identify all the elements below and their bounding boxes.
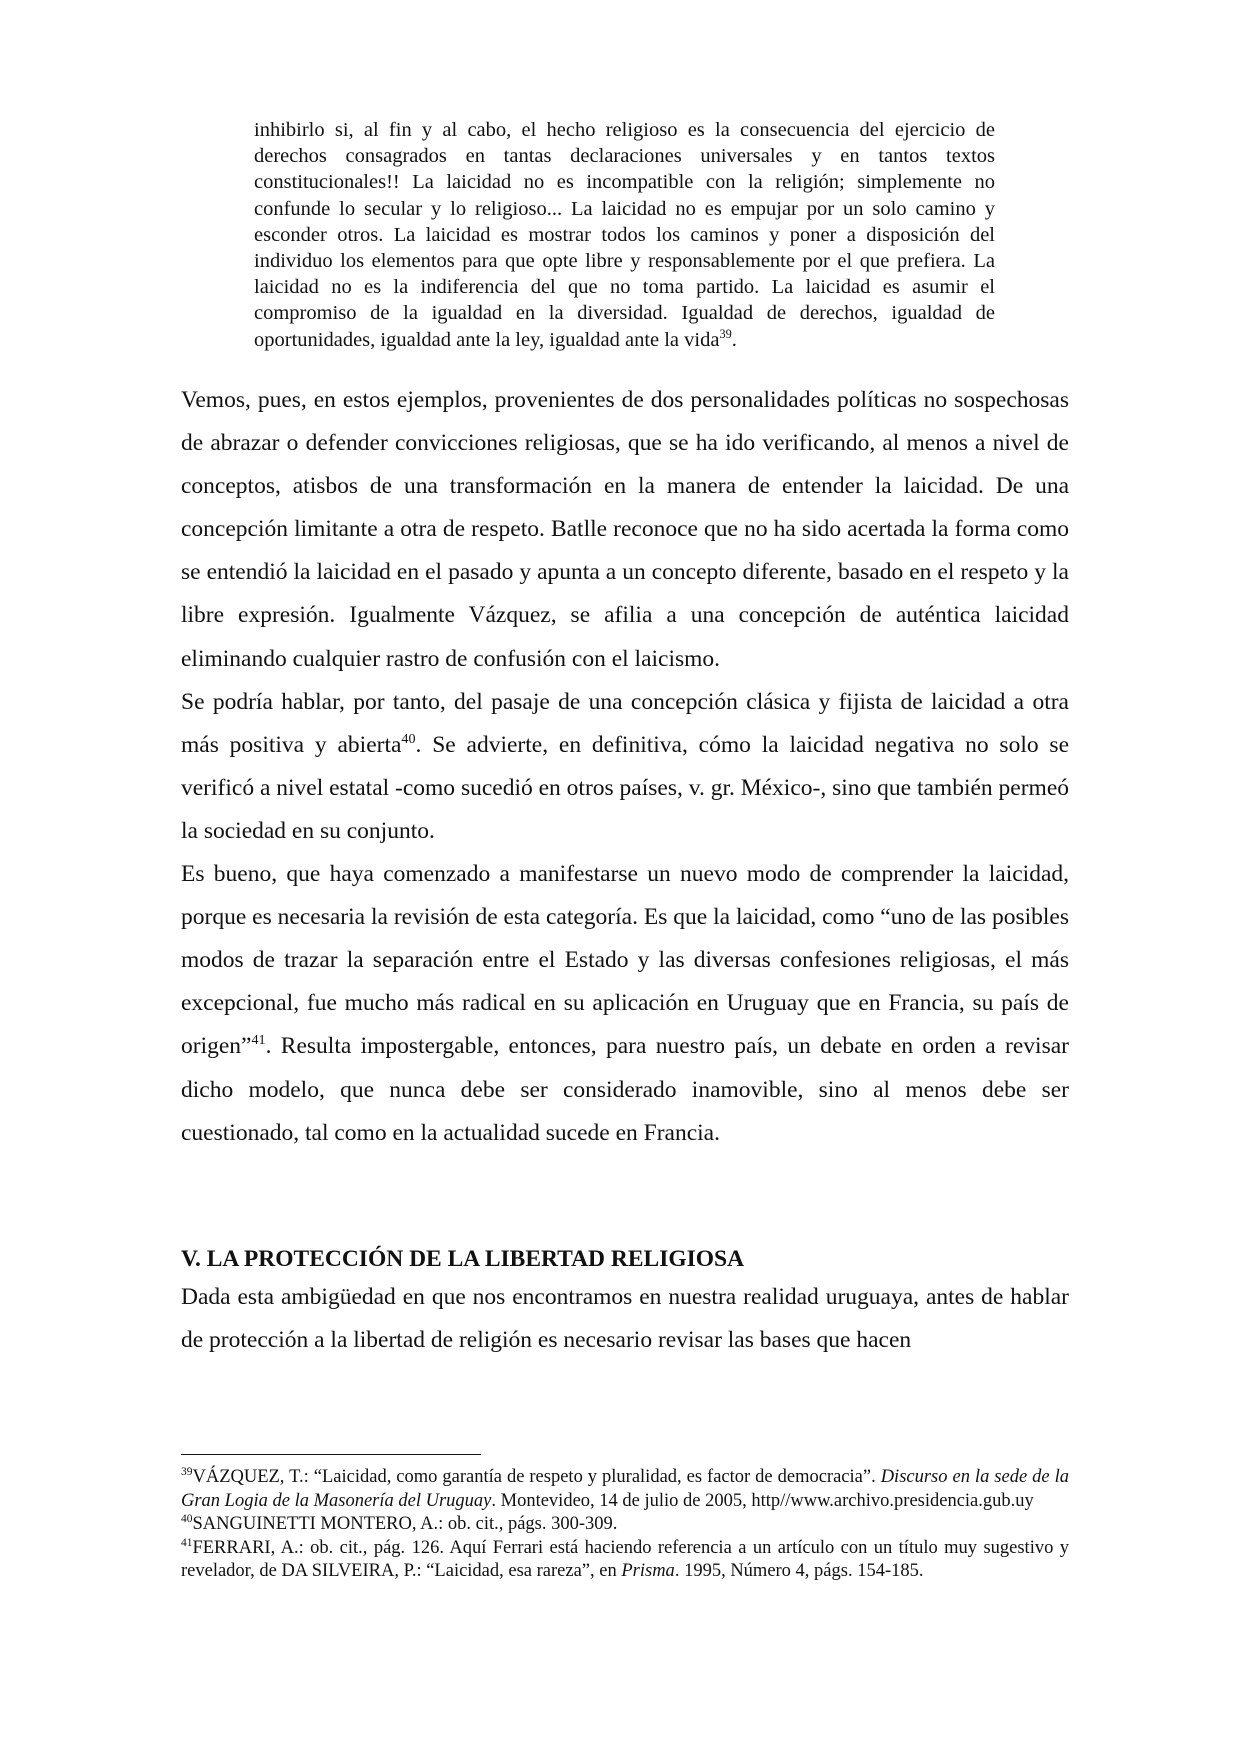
quote-paragraph bbox=[254, 117, 995, 353]
footnote-italic-title: Prisma bbox=[621, 1561, 675, 1582]
section-heading: V. LA PROTECCIÓN DE LA LIBERTAD RELIGIOSA bbox=[181, 1246, 745, 1272]
footnote-ref-40[interactable]: 40 bbox=[401, 730, 416, 747]
footnote-number: 41 bbox=[181, 1536, 193, 1549]
footnote-ref-39[interactable]: 39 bbox=[719, 326, 732, 341]
footnote-text: FERRARI, A.: ob. cit., pág. 126. Aquí Ferrari está haciendo referencia a un artículo con un título muy sugestivo y revelador, de DA SILVEIRA, P.: “Laicidad, esa rareza”, en bbox=[181, 1537, 1069, 1582]
paragraph-2-text-b: . Se advierte, en definitiva, cómo la laicidad negativa no solo se verificó a nivel estatal -como sucedió en otros países, v. gr. México-, sino que también permeó la sociedad en su conjunto. bbox=[181, 731, 1069, 844]
paragraph-2-text-a: Se podría hablar, por tanto, del pasaje de una concepción clásica y fijista de laicidad a otra más positiva y abierta bbox=[181, 688, 1069, 758]
footnote-text-end: . Montevideo, 14 de julio de 2005, http//www.archivo.presidencia.gub.uy bbox=[491, 1490, 1034, 1511]
paragraph-3-text-a: Es bueno, que haya comenzado a manifestarse un nuevo modo de comprender la laicidad, porque es necesaria la revisión de esta categoría. Es que la laicidad, como “uno de las posibles modos de trazar la separación entre el Estado y las diversas confesiones religiosas, el más excepcional, fue mucho más radical en su aplicación en Uruguay que en Francia, su país de origen” bbox=[181, 861, 1069, 1060]
footnote-divider bbox=[181, 1454, 481, 1455]
quote-end: . bbox=[731, 328, 737, 351]
footnotes bbox=[181, 1466, 1069, 1584]
paragraph-2 bbox=[181, 681, 1069, 853]
section-text bbox=[181, 1276, 1069, 1362]
paragraph-3 bbox=[181, 853, 1069, 1155]
quote-text: inhibirlo si, al fin y al cabo, el hecho religioso es la consecuencia del ejercicio de derechos consagrados en tantas declaraciones universales y en tantos textos constitucionales!! La laicidad no es incompatible con la religión; simplemente no confunde lo secular y lo religioso... La laicidad no es empujar por un solo camino y esconder otros. La laicidad es mostrar todos los caminos y poner a disposición del individuo los elementos para que opte libre y responsablemente por el que prefiera. La laicidad no es la indiferencia del que no toma partido. La laicidad es asumir el compromiso de la igualdad en la diversidad. Igualdad de derechos, igualdad de oportunidades, igualdad ante la ley, igualdad ante la vida bbox=[254, 119, 995, 351]
footnote-text: VÁZQUEZ, T.: “Laicidad, como garantía de respeto y pluralidad, es factor de democracia”. bbox=[192, 1467, 881, 1487]
footnote-number: 39 bbox=[181, 1465, 193, 1478]
paragraph-1: Vemos, pues, en estos ejemplos, provenientes de dos personalidades políticas no sospechosas de abrazar o defender convicciones religiosas, que se ha ido verificando, al menos a nivel de conceptos, atisbos de una transformación en la manera de entender la laicidad. De una concepción limitante a otra de respeto. Batlle reconoce que no ha sido acertada la forma como se entendió la laicidad en el pasado y apunta a un concepto diferente, basado en el respeto y la libre expresión. Igualmente Vázquez, se afilia a una concepción de auténtica laicidad eliminando cualquier rastro de confusión con el laicismo. bbox=[181, 387, 1069, 672]
footnote-41 bbox=[181, 1537, 1069, 1584]
footnote-ref-41[interactable]: 41 bbox=[251, 1032, 266, 1049]
block-quote bbox=[254, 117, 995, 353]
body-text bbox=[181, 379, 1069, 1155]
footnote-40 bbox=[181, 1513, 1069, 1537]
footnote-italic-title: Discurso en la sede de la Gran Logia de la Masonería del Uruguay bbox=[181, 1467, 1069, 1511]
paragraph-3-text-b: . Resulta impostergable, entonces, para nuestro país, un debate en orden a revisar dicho modelo, que nunca debe ser considerado inamovible, sino al menos debe ser cuestionado, tal como en la actualidad sucede en Francia. bbox=[181, 1033, 1069, 1146]
footnote-number: 40 bbox=[181, 1513, 193, 1526]
section-paragraph: Dada esta ambigüedad en que nos encontramos en nuestra realidad uruguaya, antes de hablar de protección a la libertad de religión es necesario revisar las bases que hacen bbox=[181, 1284, 1069, 1354]
footnote-text-end: . 1995, Número 4, págs. 154-185. bbox=[674, 1561, 924, 1582]
footnote-text: SANGUINETTI MONTERO, A.: ob. cit., págs. 300-309. bbox=[192, 1514, 618, 1535]
footnote-39 bbox=[181, 1466, 1069, 1513]
